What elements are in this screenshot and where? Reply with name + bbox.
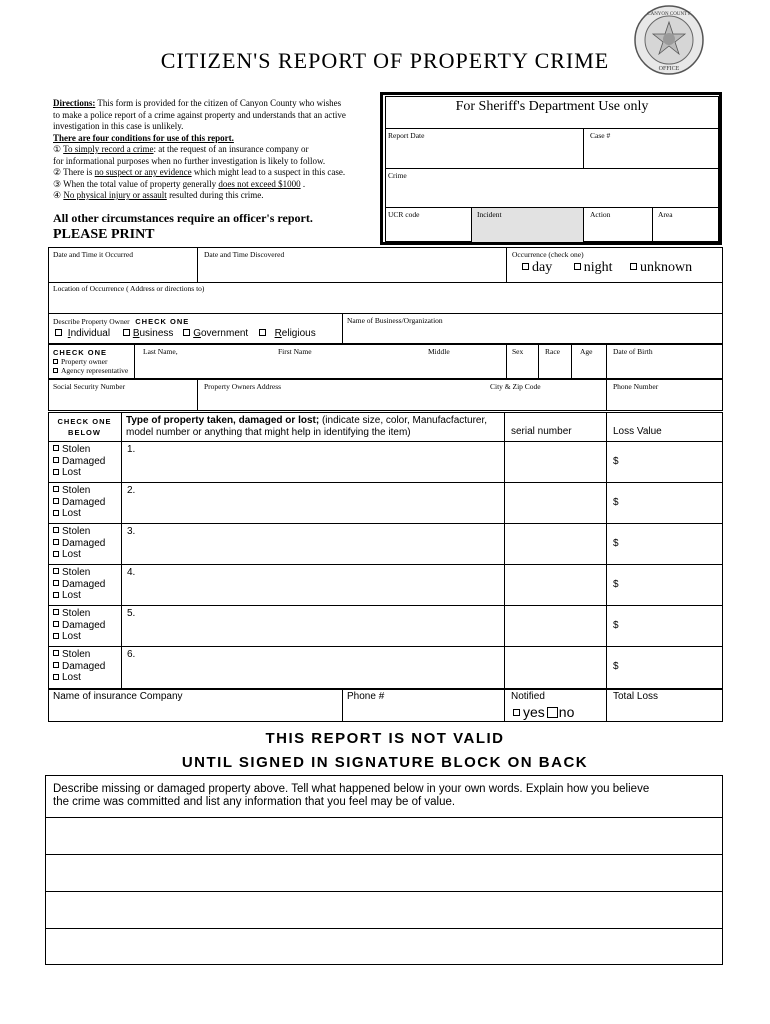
unknown-option[interactable] [630,260,692,275]
notified-label: Notified [511,691,545,702]
yes-label: yes [523,704,545,720]
stolen-checkbox[interactable] [53,650,59,656]
night-label: night [583,260,613,275]
address-field[interactable] [198,391,605,410]
property-owner-option[interactable] [53,357,107,366]
lost-option[interactable] [53,672,105,684]
yes-checkbox[interactable] [513,709,520,716]
date-time-discovered-field[interactable] [198,259,505,281]
lost-label: Lost [62,549,81,561]
damaged-checkbox[interactable] [53,457,59,463]
lost-label: Lost [62,590,81,602]
property-description-field[interactable] [122,442,503,481]
dob-label: Date of Birth [613,347,653,356]
condition-3: does not exceed $1000 [218,178,301,189]
stolen-option[interactable] [53,526,105,538]
stolen-checkbox[interactable] [53,568,59,574]
occurrence-check-label: Occurrence (check one) [512,250,584,259]
total-loss-label: Total Loss [613,691,659,702]
sex-field[interactable] [507,356,537,378]
property-description-field[interactable] [122,647,503,686]
stolen-label: Stolen [62,649,91,660]
notified-yes-option[interactable] [513,704,545,720]
damaged-label: Damaged [62,496,106,508]
incident-label: Incident [477,210,502,219]
property-owner-checkbox[interactable] [53,359,58,364]
sheriff-box-title: For Sheriff's Department Use only [455,99,649,114]
stolen-option[interactable] [53,649,105,661]
property-description-field[interactable] [122,565,503,604]
address-label: Property Owners Address [204,382,282,391]
area-label: Area [658,210,673,219]
owner-type-options [55,328,316,339]
directions-block [53,98,383,202]
narrative-line-1: Describe missing or damaged property above. Tell what happened below in your own words. Explain how you believe [53,783,650,795]
stolen-label: Stolen [62,526,91,537]
individual-label: ndividual [70,328,111,339]
report-date-label: Report Date [388,131,425,140]
damaged-label: Damaged [62,660,106,672]
loss-value-field[interactable]: $ [613,497,619,508]
agency-rep-option[interactable] [53,366,128,375]
damaged-option[interactable] [53,661,105,673]
lost-label: Lost [62,467,81,479]
ucr-code-label: UCR code [388,210,420,219]
business-name-field[interactable] [343,325,722,343]
owner-name-field[interactable] [135,356,505,378]
no-checkbox[interactable] [547,707,558,718]
dob-field[interactable] [607,356,722,378]
ssn-field[interactable] [49,391,196,410]
narrative-line-2: the crime was committed and list any information that you feel may be of value. [53,796,456,808]
condition-1b: for informational purposes when no further investigation is likely to follow. [53,155,326,166]
date-time-occurred-field[interactable] [49,259,196,281]
damaged-checkbox[interactable] [53,498,59,504]
serial-number-header: serial number [511,426,572,437]
individual-checkbox[interactable] [55,329,62,336]
date-time-occurred-label: Date and Time it Occurred [53,250,133,259]
crime-label: Crime [388,171,407,180]
property-owner-label: Property owner [61,357,108,366]
damaged-checkbox[interactable] [53,621,59,627]
sex-label: Sex [512,347,524,356]
individual-initial: I [67,328,71,339]
stolen-checkbox[interactable] [53,527,59,533]
stolen-label: Stolen [62,485,91,496]
directions-label: Directions: [53,98,96,108]
property-status-options [53,526,105,561]
property-row-number: 1. [127,444,136,455]
serial-number-field[interactable] [505,524,605,563]
insurance-company-label: Name of insurance Company [53,691,183,702]
day-option[interactable] [522,260,552,275]
religious-checkbox[interactable] [259,329,266,336]
individual-option[interactable] [55,328,110,339]
stolen-checkbox[interactable] [53,609,59,615]
lost-checkbox[interactable] [53,674,59,680]
lost-checkbox[interactable] [53,551,59,557]
stolen-option[interactable] [53,567,105,579]
property-description-field[interactable] [122,483,503,522]
lost-option[interactable] [53,590,105,602]
condition-3-prefix: ③ When the total value of property generally [53,178,219,189]
lost-label: Lost [62,508,81,520]
day-checkbox[interactable] [522,263,529,270]
lost-checkbox[interactable] [53,469,59,475]
property-type-bold: Type of property taken, damaged or lost; [126,415,320,426]
condition-2-rest: which might lead to a suspect in this case. [191,167,346,177]
agency-rep-label: Agency representative [61,366,129,375]
damaged-option[interactable] [53,579,105,591]
damaged-checkbox[interactable] [53,662,59,668]
property-description-field[interactable] [122,524,503,563]
property-status-options [53,567,105,602]
government-initial: G [193,328,201,339]
property-row-number: 2. [127,485,136,496]
date-time-discovered-label: Date and Time Discovered [204,250,285,259]
narrative-line-field[interactable] [46,818,722,853]
validity-line-1: THIS REPORT IS NOT VALID [265,730,505,747]
stolen-checkbox[interactable] [53,445,59,451]
narrative-line-field[interactable] [46,892,722,927]
report-date-field[interactable] [386,140,582,167]
serial-number-field[interactable] [505,647,605,686]
loss-value-field[interactable]: $ [613,538,619,549]
stolen-option[interactable] [53,485,105,497]
business-option[interactable] [123,328,174,339]
svg-text:CANYON COUNTY: CANYON COUNTY [647,12,691,17]
condition-2-prefix: ② There is [53,167,95,177]
narrative-line-field[interactable] [46,855,722,890]
ssn-label: Social Security Number [53,382,126,391]
property-row-number: 3. [127,526,136,537]
notified-options [513,704,574,720]
check-one-below-header [48,416,121,438]
condition-4-rest: resulted during this crime. [166,190,264,200]
age-field[interactable] [572,356,605,378]
narrative-instructions [53,783,718,809]
property-row-number: 5. [127,608,136,619]
insurance-phone-label: Phone # [347,691,385,702]
stolen-option[interactable] [53,444,105,456]
damaged-label: Damaged [62,619,106,631]
agency-rep-checkbox[interactable] [53,368,58,373]
condition-number: ① [53,144,64,154]
condition-4: No physical injury or assault [63,190,167,200]
no-label: no [558,704,575,720]
condition-4-prefix: ④ [53,190,64,200]
lost-option[interactable] [53,467,105,479]
property-row-number: 4. [127,567,136,578]
religious-label: eligious [281,328,316,339]
please-print: PLEASE PRINT [53,227,155,242]
business-label: usiness [139,328,174,339]
directions-text: This form is provided for the citizen of Canyon County who wishes [97,98,342,108]
property-description-field[interactable] [122,606,503,645]
business-name-label: Name of Business/Organization [347,316,443,325]
government-option[interactable] [183,328,248,339]
case-number-label: Case # [590,131,611,140]
night-option[interactable] [574,260,613,275]
government-label: overnment [200,328,249,339]
day-label: day [532,260,553,275]
race-field[interactable] [539,356,570,378]
check-one-header: CHECK ONE [57,417,112,426]
loss-value-header: Loss Value [613,426,662,437]
directions-text: to make a police report of a crime against property and understands that an active [53,109,346,120]
serial-number-field[interactable] [505,606,605,645]
age-label: Age [580,347,593,356]
action-label: Action [590,210,611,219]
validity-line-2: UNTIL SIGNED IN SIGNATURE BLOCK ON BACK [181,754,589,771]
insurance-phone-field[interactable] [343,703,503,721]
race-label: Race [545,347,560,356]
damaged-label: Damaged [62,578,106,590]
city-zip-label: City & Zip Code [490,382,541,391]
damaged-option[interactable] [53,620,105,632]
notified-no-option[interactable] [545,704,575,720]
damaged-option[interactable] [53,497,105,509]
phone-number-field[interactable] [607,391,722,410]
condition-1-rest: : at the request of an insurance company or [153,144,309,154]
unknown-checkbox[interactable] [630,263,637,270]
lost-option[interactable] [53,549,105,561]
condition-3-rest: . [300,178,306,189]
lost-option[interactable] [53,631,105,643]
damaged-option[interactable] [53,538,105,550]
property-status-options [53,608,105,643]
total-loss-field[interactable] [607,703,722,721]
property-status-options [53,649,105,684]
first-name-label: First Name [278,347,312,356]
loss-value-field[interactable]: $ [613,579,619,590]
case-number-field[interactable] [584,140,718,167]
property-type-header [126,415,502,439]
stolen-label: Stolen [62,567,91,578]
serial-number-field[interactable] [505,442,605,481]
check-one-label: CHECK ONE [135,317,190,326]
condition-2: no suspect or any evidence [94,167,192,177]
check-one-role-label: CHECK ONE [53,348,108,357]
serial-number-field[interactable] [505,565,605,604]
loss-value-field[interactable]: $ [613,456,619,467]
stolen-checkbox[interactable] [53,486,59,492]
religious-option[interactable] [259,328,316,339]
business-initial: B [132,328,140,339]
last-name-label: Last Name, [143,347,178,356]
property-type-rest: (indicate size, color, Manufacfacturer, [319,415,488,426]
government-checkbox[interactable] [183,329,190,336]
phone-number-label: Phone Number [613,382,659,391]
describe-owner-label [53,317,189,326]
loss-value-field[interactable]: $ [613,661,619,672]
property-row-number: 6. [127,649,136,660]
occurrence-options [522,260,692,276]
crime-field[interactable] [386,180,718,207]
lost-checkbox[interactable] [53,592,59,598]
page-title: CITIZEN'S REPORT OF PROPERTY CRIME [160,48,610,73]
lost-label: Lost [62,631,81,643]
unknown-label: unknown [640,260,693,275]
condition-1: To simply record a crime [63,144,154,154]
damaged-label: Damaged [62,455,106,467]
lost-option[interactable] [53,508,105,520]
damaged-option[interactable] [53,456,105,468]
insurance-company-field[interactable] [49,703,341,721]
lost-label: Lost [62,672,81,684]
stolen-option[interactable] [53,608,105,620]
officer-report-note: All other circumstances require an officer's report. [53,211,313,225]
business-checkbox[interactable] [123,329,130,336]
location-field[interactable] [49,293,722,313]
damaged-label: Damaged [62,537,106,549]
directions-text: investigation in this case is unlikely. [53,121,184,131]
property-status-options [53,444,105,479]
damaged-checkbox[interactable] [53,539,59,545]
lost-checkbox[interactable] [53,633,59,639]
stolen-label: Stolen [62,608,91,619]
conditions-title: There are four conditions for use of this report. [53,132,234,143]
stolen-label: Stolen [62,444,91,455]
serial-number-field[interactable] [505,483,605,522]
property-type-rest2: model number or anything that might help in identifying the item) [126,427,411,438]
night-checkbox[interactable] [574,263,581,270]
svg-text:OFFICE: OFFICE [658,66,680,72]
location-label: Location of Occurrence ( Address or directions to) [53,284,205,293]
property-status-options [53,485,105,520]
describe-owner-text: Describe Property Owner [53,317,130,326]
narrative-line-field[interactable] [46,929,722,964]
lost-checkbox[interactable] [53,510,59,516]
below-header: BELOW [68,428,101,437]
damaged-checkbox[interactable] [53,580,59,586]
loss-value-field[interactable]: $ [613,620,619,631]
middle-name-label: Middle [428,347,450,356]
religious-initial: R [274,328,282,339]
